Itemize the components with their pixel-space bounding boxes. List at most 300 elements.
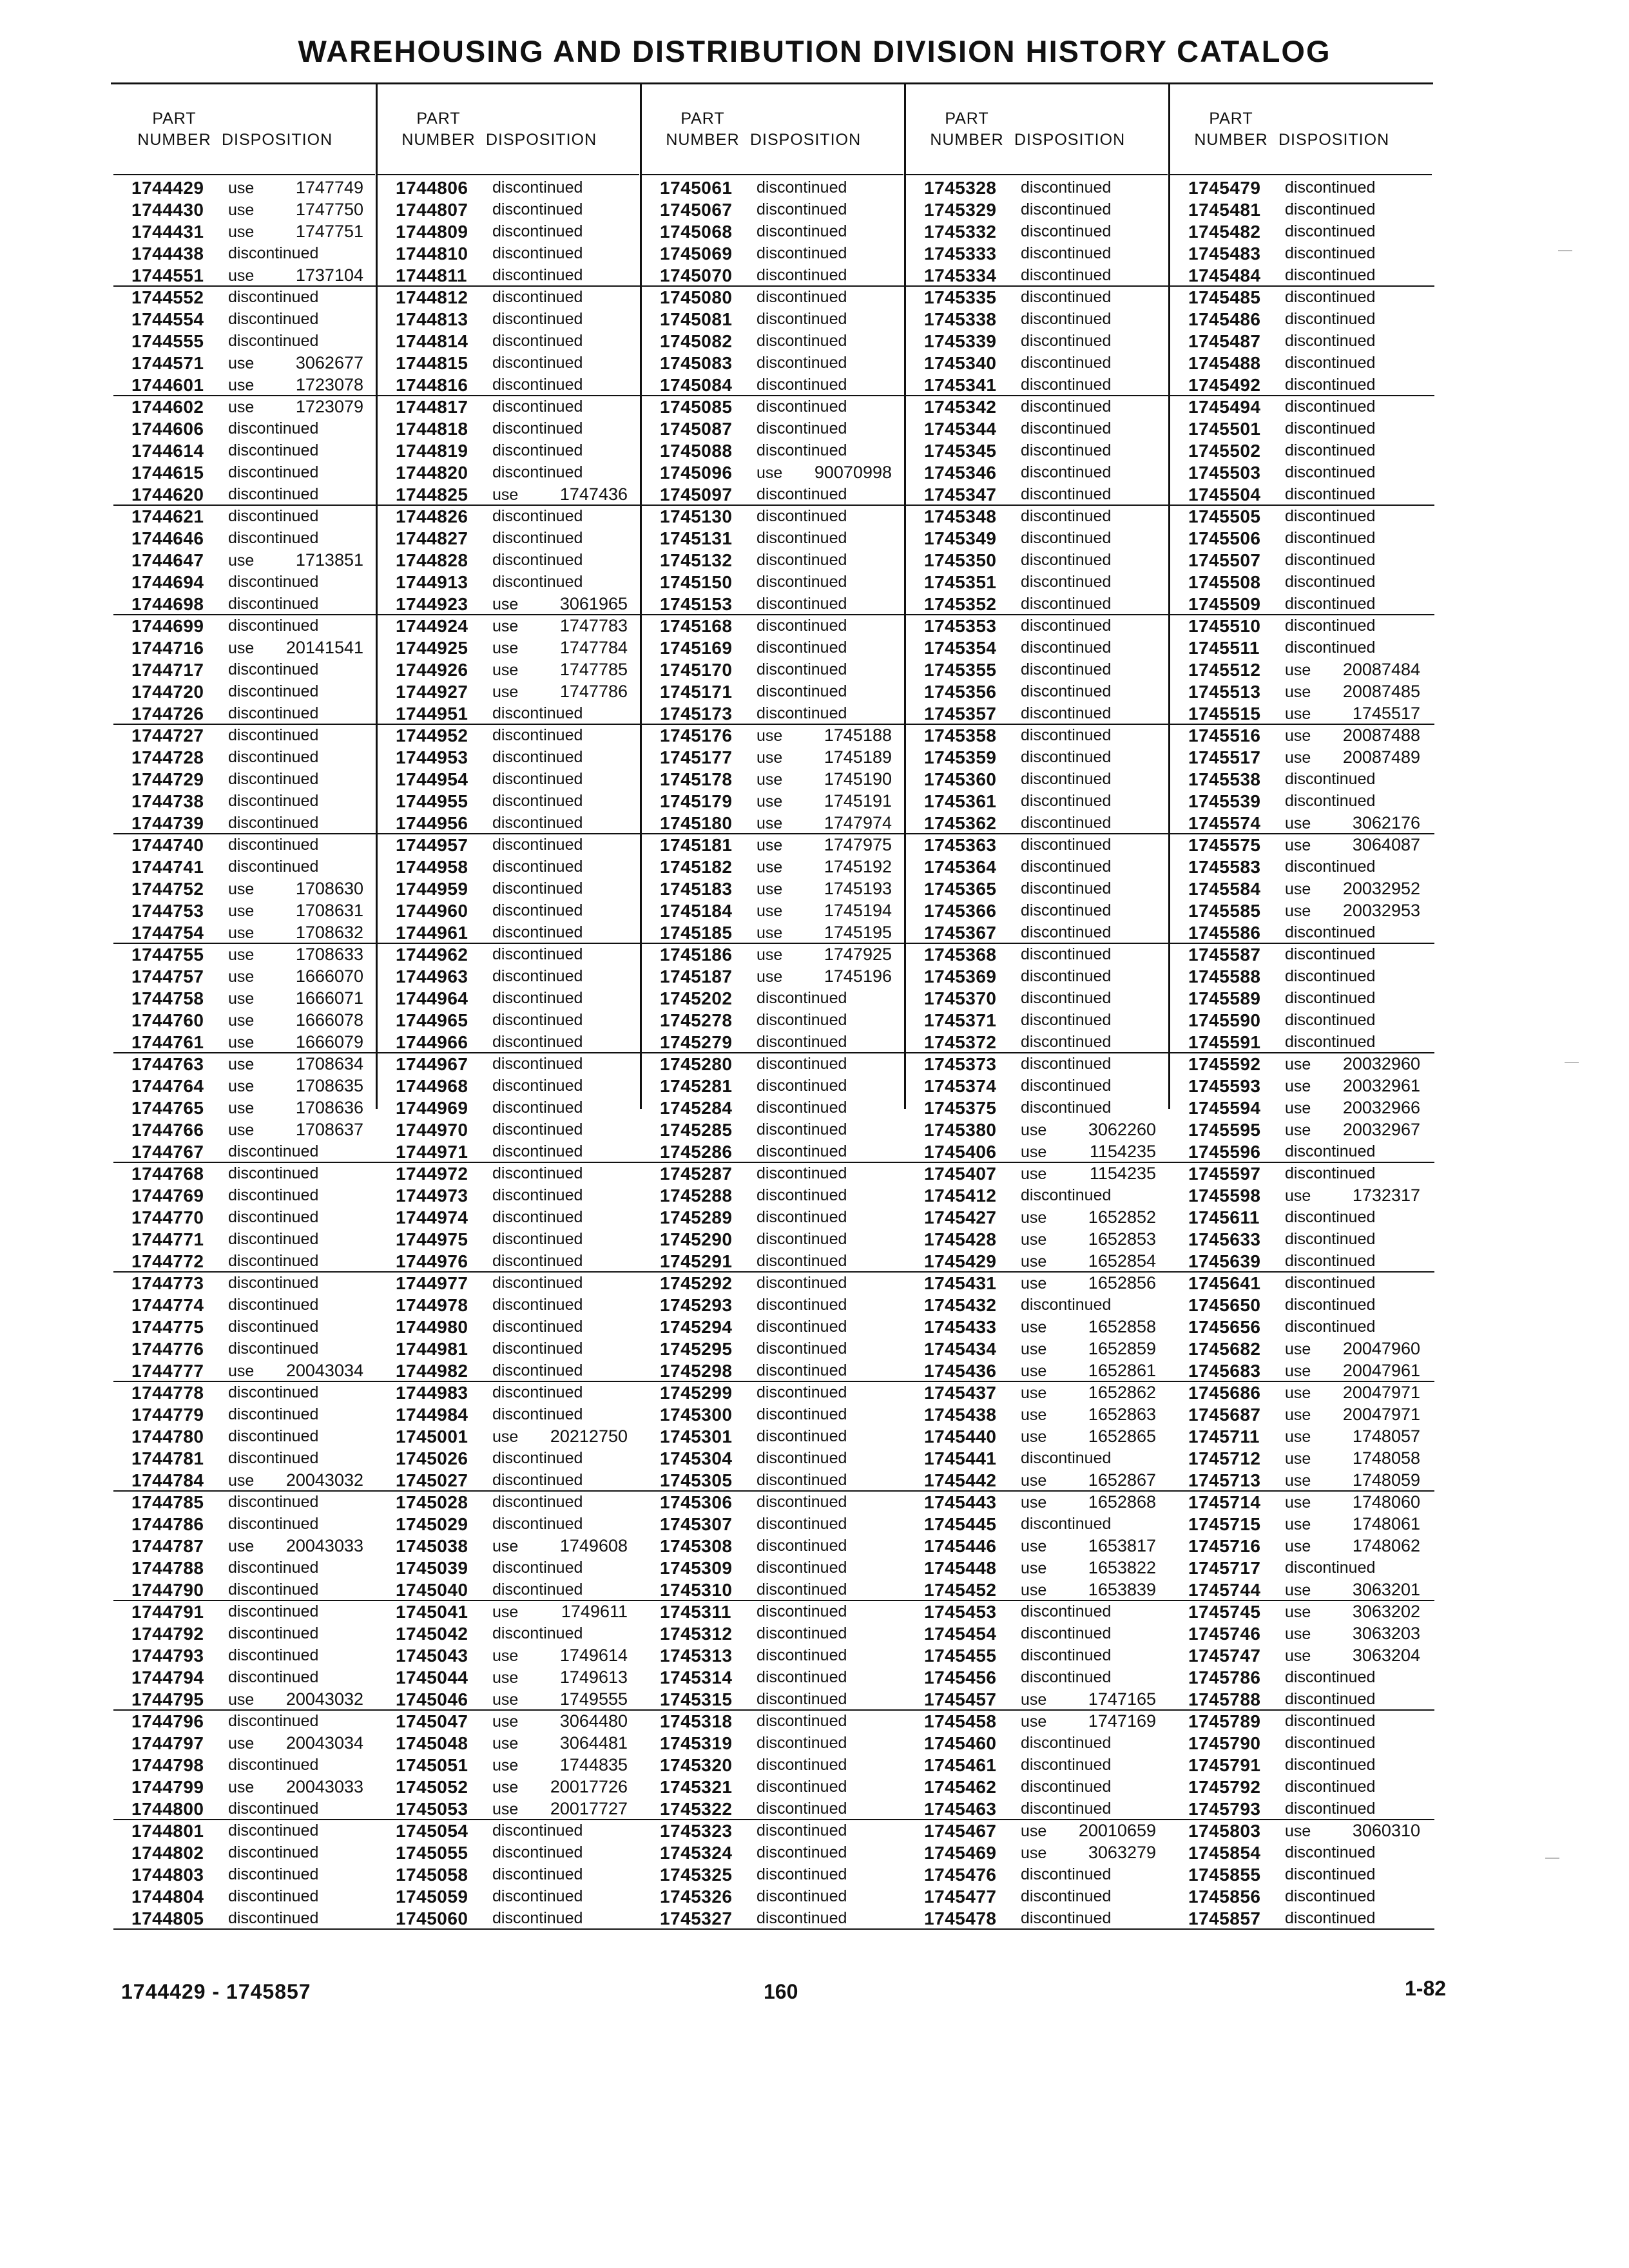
replacement-part-number: 1747975 bbox=[824, 835, 892, 854]
disposition bbox=[757, 1053, 847, 1075]
disposition-status: discontinued bbox=[1021, 1186, 1112, 1204]
part-number: 1745340 bbox=[924, 353, 997, 373]
part-number: 1745590 bbox=[1188, 1010, 1261, 1030]
disposition-status: discontinued bbox=[1021, 463, 1112, 481]
disposition-status: discontinued bbox=[757, 1559, 847, 1577]
disposition-status: discontinued bbox=[757, 660, 847, 678]
disposition bbox=[757, 922, 892, 944]
table-row bbox=[906, 1032, 1170, 1053]
table-row bbox=[906, 1097, 1170, 1119]
disposition-status: discontinued bbox=[492, 463, 583, 481]
disposition bbox=[228, 1535, 363, 1557]
table-row bbox=[113, 1316, 378, 1338]
disposition-action: use bbox=[228, 552, 255, 570]
part-number: 1745080 bbox=[660, 287, 733, 307]
table-row bbox=[113, 396, 378, 418]
disposition-status: discontinued bbox=[1021, 551, 1112, 569]
table-row bbox=[906, 1229, 1170, 1251]
part-number: 1745289 bbox=[660, 1207, 733, 1227]
disposition-status: discontinued bbox=[1285, 507, 1376, 525]
disposition bbox=[1285, 1754, 1375, 1776]
disposition-status: discontinued bbox=[492, 989, 583, 1007]
table-row bbox=[1170, 966, 1434, 988]
replacement-part-number: 1708631 bbox=[295, 901, 363, 920]
table-row bbox=[906, 1864, 1170, 1886]
replacement-part-number: 1747749 bbox=[295, 178, 363, 197]
disposition bbox=[1285, 199, 1375, 220]
part-number: 1745432 bbox=[924, 1295, 997, 1315]
part-number: 1744614 bbox=[131, 441, 204, 461]
disposition-status: discontinued bbox=[228, 1186, 319, 1204]
disposition-status: discontinued bbox=[1021, 1887, 1112, 1905]
table-row bbox=[113, 615, 378, 637]
disposition bbox=[492, 243, 583, 264]
table-row bbox=[642, 199, 906, 221]
disposition bbox=[228, 243, 318, 264]
disposition-status: discontinued bbox=[492, 879, 583, 898]
disposition-status: discontinued bbox=[492, 967, 583, 985]
table-row bbox=[642, 834, 906, 856]
disposition bbox=[228, 265, 363, 287]
disposition-status: discontinued bbox=[757, 1756, 847, 1774]
part-number: 1744694 bbox=[131, 572, 204, 592]
part-number: 1744757 bbox=[131, 966, 204, 986]
table-row bbox=[642, 1514, 906, 1535]
disposition-status: discontinued bbox=[757, 1011, 847, 1029]
part-number: 1745042 bbox=[396, 1624, 468, 1644]
part-number: 1745292 bbox=[660, 1273, 733, 1293]
replacement-part-number: 1748057 bbox=[1352, 1427, 1420, 1446]
part-number: 1745512 bbox=[1188, 660, 1261, 680]
replacement-part-number: 1652856 bbox=[1088, 1273, 1156, 1293]
table-row bbox=[378, 221, 642, 243]
table-row bbox=[113, 659, 378, 681]
disposition bbox=[492, 462, 583, 483]
table-row bbox=[1170, 1470, 1434, 1492]
part-number: 1745487 bbox=[1188, 331, 1261, 351]
table-row bbox=[378, 199, 642, 221]
disposition-status: discontinued bbox=[492, 814, 583, 832]
disposition bbox=[1021, 1360, 1156, 1382]
table-row bbox=[1170, 637, 1434, 659]
disposition bbox=[1285, 791, 1375, 812]
disposition bbox=[492, 1010, 583, 1031]
disposition-status: discontinued bbox=[228, 1843, 319, 1861]
disposition bbox=[757, 177, 847, 198]
table-row bbox=[1170, 1754, 1434, 1776]
disposition bbox=[1285, 988, 1375, 1009]
part-number: 1745460 bbox=[924, 1733, 997, 1753]
replacement-part-number: 1747785 bbox=[559, 660, 628, 679]
table-row bbox=[1170, 1733, 1434, 1754]
disposition bbox=[1021, 199, 1111, 220]
disposition-status: discontinued bbox=[492, 1471, 583, 1489]
part-number: 1745281 bbox=[660, 1076, 733, 1096]
replacement-part-number: 20047961 bbox=[1342, 1361, 1420, 1380]
disposition bbox=[228, 462, 318, 483]
disposition bbox=[1285, 1119, 1420, 1141]
disposition-action: use bbox=[757, 793, 783, 811]
table-row bbox=[642, 1733, 906, 1754]
part-number: 1745039 bbox=[396, 1558, 468, 1578]
part-number: 1745463 bbox=[924, 1799, 997, 1819]
disposition bbox=[228, 1798, 318, 1820]
replacement-part-number: 3063203 bbox=[1352, 1624, 1420, 1643]
disposition bbox=[228, 1185, 318, 1206]
disposition-status: discontinued bbox=[228, 595, 319, 613]
table-row bbox=[378, 1514, 642, 1535]
part-number: 1745362 bbox=[924, 813, 997, 833]
part-number: 1745516 bbox=[1188, 726, 1261, 745]
table-row bbox=[642, 747, 906, 769]
part-number: 1744698 bbox=[131, 594, 204, 614]
disposition bbox=[228, 1733, 363, 1754]
disposition bbox=[492, 966, 583, 987]
disposition bbox=[492, 637, 628, 659]
table-row bbox=[1170, 309, 1434, 331]
part-number: 1745323 bbox=[660, 1821, 733, 1841]
disposition bbox=[1021, 812, 1111, 834]
part-number: 1745185 bbox=[660, 923, 733, 943]
table-row bbox=[113, 1470, 378, 1492]
table-row bbox=[642, 1448, 906, 1470]
table-row bbox=[378, 1404, 642, 1426]
disposition-action: use bbox=[1021, 1559, 1047, 1577]
part-number: 1745455 bbox=[924, 1646, 997, 1666]
part-number: 1745320 bbox=[660, 1755, 733, 1775]
part-number: 1745363 bbox=[924, 835, 997, 855]
disposition bbox=[1021, 1798, 1111, 1820]
disposition-status: discontinued bbox=[492, 398, 583, 416]
header-number: NUMBER bbox=[137, 131, 211, 149]
header-rule bbox=[642, 174, 903, 175]
part-number: 1745061 bbox=[660, 178, 733, 198]
replacement-part-number: 20047960 bbox=[1342, 1339, 1420, 1358]
disposition-status: discontinued bbox=[1021, 1646, 1112, 1664]
part-number: 1744952 bbox=[396, 726, 468, 745]
part-number: 1745348 bbox=[924, 506, 997, 526]
part-number: 1744430 bbox=[131, 200, 204, 220]
disposition bbox=[228, 572, 318, 593]
part-number: 1744752 bbox=[131, 879, 204, 899]
table-row bbox=[1170, 856, 1434, 878]
disposition bbox=[228, 506, 318, 527]
disposition bbox=[1285, 287, 1375, 308]
disposition-status: discontinued bbox=[492, 1296, 583, 1314]
replacement-part-number: 1749611 bbox=[561, 1602, 628, 1621]
part-number: 1745068 bbox=[660, 222, 733, 242]
part-number: 1745342 bbox=[924, 397, 997, 417]
table-row bbox=[113, 812, 378, 834]
part-number: 1745131 bbox=[660, 528, 733, 548]
part-number: 1744788 bbox=[131, 1558, 204, 1578]
table-row bbox=[1170, 1557, 1434, 1579]
part-number: 1745712 bbox=[1188, 1448, 1261, 1468]
table-row bbox=[642, 769, 906, 791]
part-number: 1744798 bbox=[131, 1755, 204, 1775]
table-row bbox=[378, 484, 642, 506]
disposition bbox=[757, 1229, 847, 1250]
part-number: 1745322 bbox=[660, 1799, 733, 1819]
part-number: 1745306 bbox=[660, 1492, 733, 1512]
part-number: 1745278 bbox=[660, 1010, 733, 1030]
table-row bbox=[1170, 1229, 1434, 1251]
disposition bbox=[1021, 1185, 1111, 1206]
table-row bbox=[378, 1776, 642, 1798]
catalog-column bbox=[113, 82, 378, 1928]
disposition-action: use bbox=[1285, 1362, 1311, 1380]
table-row bbox=[378, 287, 642, 309]
replacement-part-number: 20017727 bbox=[550, 1799, 628, 1818]
table-row bbox=[378, 352, 642, 374]
disposition-status: discontinued bbox=[757, 354, 847, 372]
disposition bbox=[492, 812, 583, 834]
table-row bbox=[642, 703, 906, 725]
disposition-action: use bbox=[757, 749, 783, 767]
part-number: 1745438 bbox=[924, 1405, 997, 1425]
disposition-action: use bbox=[1021, 1428, 1047, 1446]
table-row bbox=[906, 1053, 1170, 1075]
part-number: 1744969 bbox=[396, 1098, 468, 1118]
table-row bbox=[906, 396, 1170, 418]
table-row bbox=[906, 374, 1170, 396]
disposition-status: discontinued bbox=[492, 244, 583, 262]
part-number: 1744958 bbox=[396, 857, 468, 877]
table-row bbox=[113, 1273, 378, 1294]
table-row bbox=[906, 1360, 1170, 1382]
table-row bbox=[113, 1010, 378, 1032]
table-row bbox=[1170, 572, 1434, 593]
disposition-action: use bbox=[228, 1472, 255, 1490]
disposition bbox=[492, 1316, 583, 1338]
disposition bbox=[1021, 1229, 1156, 1251]
replacement-part-number: 1713851 bbox=[295, 550, 363, 570]
table-row bbox=[113, 1207, 378, 1229]
part-number: 1745309 bbox=[660, 1558, 733, 1578]
disposition bbox=[492, 1842, 583, 1863]
disposition bbox=[1021, 1032, 1111, 1053]
table-row bbox=[642, 418, 906, 440]
disposition-action: use bbox=[1021, 1274, 1047, 1293]
table-row bbox=[113, 484, 378, 506]
part-number: 1744803 bbox=[131, 1865, 204, 1885]
disposition-status: discontinued bbox=[1021, 200, 1112, 218]
disposition-status: discontinued bbox=[228, 1493, 319, 1511]
table-row bbox=[378, 309, 642, 331]
disposition bbox=[228, 1886, 318, 1907]
table-row bbox=[113, 1294, 378, 1316]
replacement-part-number: 3064481 bbox=[559, 1733, 628, 1753]
table-row bbox=[642, 1141, 906, 1163]
disposition bbox=[1021, 1404, 1156, 1426]
disposition-action: use bbox=[1285, 1822, 1311, 1840]
table-row bbox=[906, 1711, 1170, 1733]
part-number: 1745445 bbox=[924, 1514, 997, 1534]
part-number: 1745355 bbox=[924, 660, 997, 680]
disposition-status: discontinued bbox=[1021, 1756, 1112, 1774]
disposition bbox=[492, 1754, 628, 1776]
disposition-status: discontinued bbox=[228, 1559, 319, 1577]
table-row bbox=[1170, 1689, 1434, 1711]
disposition-status: discontinued bbox=[757, 1734, 847, 1752]
table-row bbox=[378, 1119, 642, 1141]
disposition-status: discontinued bbox=[492, 507, 583, 525]
part-number: 1745461 bbox=[924, 1755, 997, 1775]
header-disposition: DISPOSITION bbox=[486, 131, 597, 149]
disposition bbox=[492, 1557, 583, 1579]
disposition-status: discontinued bbox=[492, 1208, 583, 1226]
part-number: 1745367 bbox=[924, 923, 997, 943]
disposition bbox=[757, 1798, 847, 1820]
disposition-status: discontinued bbox=[492, 945, 583, 963]
disposition bbox=[757, 1886, 847, 1907]
disposition bbox=[1285, 528, 1375, 549]
part-number: 1745596 bbox=[1188, 1142, 1261, 1162]
part-number: 1745311 bbox=[660, 1602, 731, 1622]
disposition bbox=[1285, 331, 1375, 352]
disposition-status: discontinued bbox=[757, 1055, 847, 1073]
disposition-status: discontinued bbox=[1285, 419, 1376, 437]
disposition bbox=[1285, 1557, 1375, 1579]
table-row bbox=[1170, 1776, 1434, 1798]
table-row bbox=[113, 593, 378, 615]
disposition bbox=[1285, 309, 1375, 330]
disposition-status: discontinued bbox=[757, 1865, 847, 1883]
disposition bbox=[228, 1820, 318, 1841]
disposition bbox=[757, 1689, 847, 1710]
part-number: 1744828 bbox=[396, 550, 468, 570]
disposition-action: use bbox=[228, 376, 255, 394]
header-number: NUMBER bbox=[1194, 131, 1268, 149]
disposition bbox=[228, 1207, 318, 1228]
disposition-action: use bbox=[228, 201, 255, 219]
table-row bbox=[642, 1711, 906, 1733]
disposition bbox=[757, 944, 892, 966]
disposition bbox=[1021, 1514, 1111, 1535]
table-row bbox=[378, 1010, 642, 1032]
part-number: 1745454 bbox=[924, 1624, 997, 1644]
part-number: 1744647 bbox=[131, 550, 204, 570]
part-number: 1745315 bbox=[660, 1689, 733, 1709]
disposition bbox=[492, 988, 583, 1009]
disposition bbox=[228, 1645, 318, 1666]
part-number: 1745507 bbox=[1188, 550, 1261, 570]
replacement-part-number: 3062677 bbox=[295, 353, 363, 372]
table-row bbox=[642, 572, 906, 593]
table-row bbox=[113, 1601, 378, 1623]
part-number: 1745790 bbox=[1188, 1733, 1261, 1753]
disposition-action: use bbox=[492, 1800, 519, 1818]
part-number: 1745406 bbox=[924, 1142, 997, 1162]
part-number: 1744764 bbox=[131, 1076, 204, 1096]
part-number: 1745505 bbox=[1188, 506, 1261, 526]
disposition-status: discontinued bbox=[228, 1515, 319, 1533]
disposition-status: discontinued bbox=[492, 1405, 583, 1423]
table-row bbox=[906, 1579, 1170, 1601]
replacement-part-number: 1745194 bbox=[824, 901, 892, 920]
disposition-action: use bbox=[757, 924, 783, 942]
part-number: 1745484 bbox=[1188, 265, 1261, 285]
disposition bbox=[1285, 1207, 1375, 1228]
disposition-status: discontinued bbox=[492, 836, 583, 854]
disposition-status: discontinued bbox=[1021, 1055, 1112, 1073]
replacement-part-number: 20032967 bbox=[1342, 1120, 1420, 1139]
disposition bbox=[1285, 703, 1420, 725]
table-row bbox=[113, 1820, 378, 1842]
disposition-action: use bbox=[1285, 1121, 1311, 1139]
part-number: 1744770 bbox=[131, 1207, 204, 1227]
disposition bbox=[1285, 1492, 1420, 1514]
part-number: 1745479 bbox=[1188, 178, 1261, 198]
part-number: 1744739 bbox=[131, 813, 204, 833]
part-number: 1744973 bbox=[396, 1186, 468, 1206]
disposition-status: discontinued bbox=[1285, 1690, 1376, 1708]
disposition-status: discontinued bbox=[228, 1296, 319, 1314]
disposition-status: discontinued bbox=[757, 1208, 847, 1226]
table-row bbox=[1170, 769, 1434, 791]
disposition bbox=[1021, 878, 1111, 899]
part-number: 1745538 bbox=[1188, 769, 1261, 789]
disposition bbox=[228, 1229, 318, 1250]
part-number: 1744819 bbox=[396, 441, 468, 461]
replacement-part-number: 1652865 bbox=[1088, 1427, 1156, 1446]
disposition-status: discontinued bbox=[492, 178, 583, 197]
part-number: 1745713 bbox=[1188, 1470, 1261, 1490]
disposition-status: discontinued bbox=[1021, 441, 1112, 459]
part-number: 1745686 bbox=[1188, 1383, 1261, 1403]
part-number: 1744796 bbox=[131, 1711, 204, 1731]
disposition-status: discontinued bbox=[492, 354, 583, 372]
part-number: 1744781 bbox=[131, 1448, 204, 1468]
table-row bbox=[1170, 1338, 1434, 1360]
table-row bbox=[1170, 1426, 1434, 1448]
part-number: 1744753 bbox=[131, 901, 204, 921]
part-number: 1745329 bbox=[924, 200, 997, 220]
part-number: 1745085 bbox=[660, 397, 733, 417]
table-row bbox=[113, 1908, 378, 1930]
disposition bbox=[1285, 1776, 1375, 1798]
table-row bbox=[113, 1667, 378, 1689]
table-row bbox=[906, 1623, 1170, 1645]
disposition-status: discontinued bbox=[1021, 354, 1112, 372]
part-number: 1745055 bbox=[396, 1843, 468, 1863]
part-number: 1744983 bbox=[396, 1383, 468, 1403]
disposition bbox=[1021, 1119, 1156, 1141]
disposition bbox=[1285, 1864, 1375, 1885]
part-number: 1745060 bbox=[396, 1908, 468, 1928]
part-number: 1745054 bbox=[396, 1821, 468, 1841]
disposition-status: discontinued bbox=[757, 1164, 847, 1182]
disposition bbox=[1285, 812, 1420, 834]
part-number: 1745327 bbox=[660, 1908, 733, 1928]
disposition bbox=[1021, 1294, 1111, 1316]
table-row bbox=[642, 966, 906, 988]
disposition-status: discontinued bbox=[492, 1142, 583, 1160]
disposition-status: discontinued bbox=[492, 1077, 583, 1095]
disposition bbox=[492, 1185, 583, 1206]
table-row bbox=[906, 1645, 1170, 1667]
table-row bbox=[906, 1185, 1170, 1207]
part-number: 1744571 bbox=[131, 353, 204, 373]
disposition-status: discontinued bbox=[757, 704, 847, 722]
disposition-status: discontinued bbox=[757, 1252, 847, 1270]
table-row bbox=[906, 484, 1170, 506]
disposition bbox=[1285, 1097, 1420, 1119]
part-number: 1745429 bbox=[924, 1251, 997, 1271]
table-row bbox=[113, 1251, 378, 1273]
part-number: 1745789 bbox=[1188, 1711, 1261, 1731]
disposition-action: use bbox=[1021, 1340, 1047, 1358]
